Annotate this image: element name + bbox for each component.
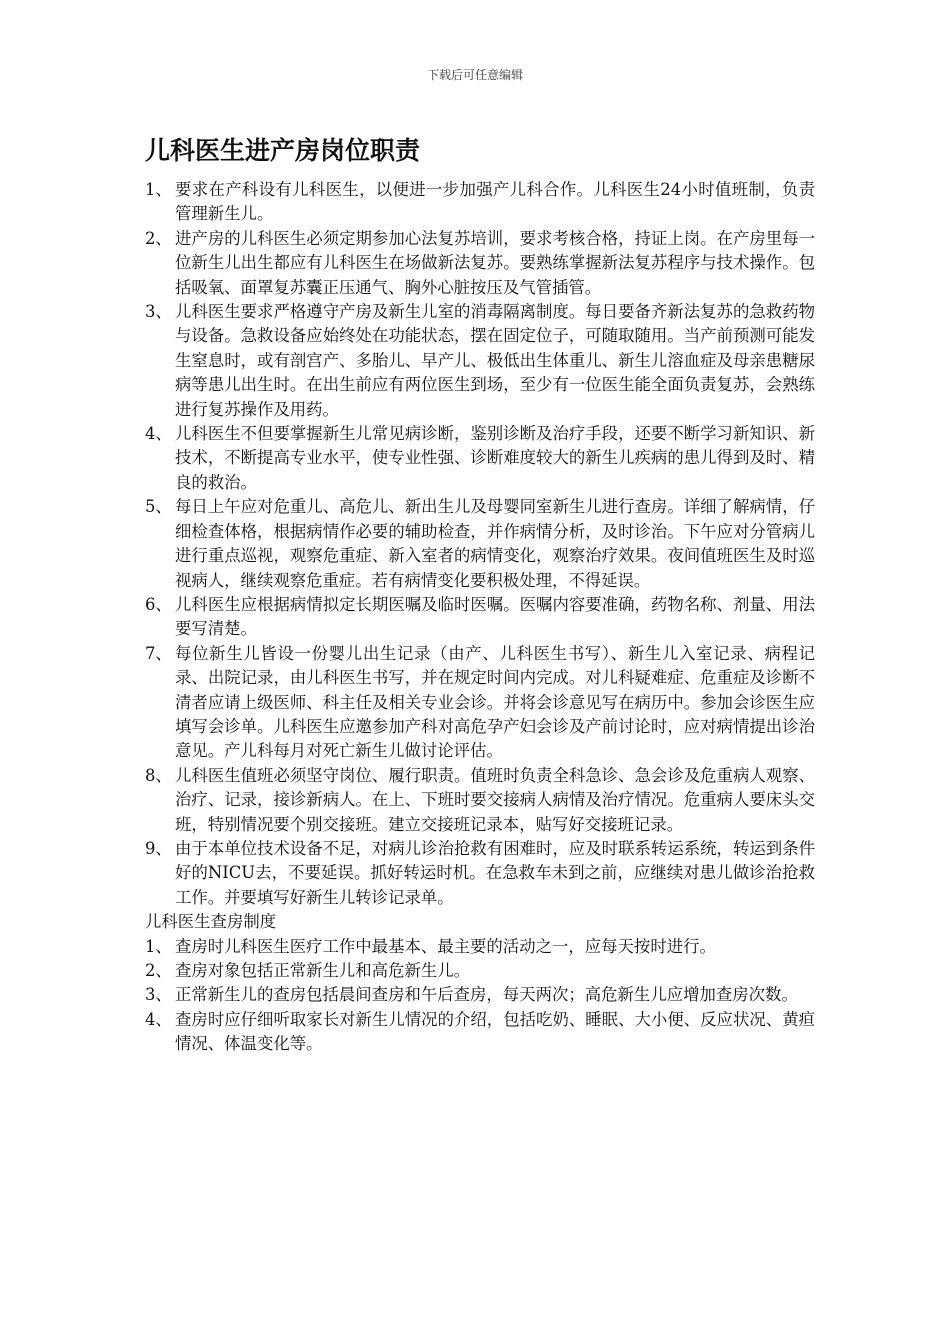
item-number: 1、 bbox=[145, 180, 172, 199]
document-title: 儿科医生进产房岗位职责 bbox=[145, 136, 421, 165]
item-number: 4、 bbox=[145, 1009, 172, 1029]
item-number: 2、 bbox=[145, 961, 172, 980]
item-number: 8、 bbox=[145, 765, 172, 785]
item-text: 查房时儿科医生医疗工作中最基本、最主要的活动之一，应每天按时进行。 bbox=[175, 936, 716, 956]
list-item bbox=[145, 935, 815, 959]
item-number: 1、 bbox=[145, 936, 172, 956]
list-item bbox=[145, 422, 815, 495]
rounds-list bbox=[145, 935, 815, 1057]
item-number: 5、 bbox=[145, 497, 172, 517]
list-item bbox=[145, 178, 815, 227]
document-body bbox=[145, 134, 815, 1057]
list-item bbox=[145, 983, 815, 1007]
item-text: 儿科医生不但要掌握新生儿常见病诊断，鉴别诊断及治疗手段，还要不断学习新知识、新技术，不断提高专业水平，使专业性强、诊断难度较大的新生儿疾病的患儿得到及时、精良的救治。 bbox=[175, 424, 815, 492]
item-text: 查房时应仔细听取家长对新生儿情况的介绍，包括吃奶、睡眠、大小便、反应状况、黄疸情况、体温变化等。 bbox=[175, 1009, 815, 1054]
item-text: 进产房的儿科医生必须定期参加心法复苏培训，要求考核合格，持证上岗。在产房里每一位新生儿出生都应有儿科医生在场做新法复苏。要熟练掌握新法复苏程序与技术操作。包括吸氧、面罩复苏囊正压通气、胸外心脏按压及气管插管。 bbox=[175, 228, 815, 297]
list-item bbox=[145, 593, 815, 642]
item-number: 3、 bbox=[145, 985, 172, 1005]
list-item bbox=[145, 495, 815, 593]
duty-list bbox=[145, 178, 815, 910]
item-number: 3、 bbox=[145, 302, 172, 322]
list-item bbox=[145, 959, 815, 983]
list-item bbox=[145, 642, 815, 764]
item-text: 要求在产科设有儿科医生，以便进一步加强产儿科合作。儿科医生24小时值班制，负责管理新生儿。 bbox=[175, 180, 815, 224]
item-text: 儿科医生应根据病情拟定长期医嘱及临时医嘱。医嘱内容要准确，药物名称、剂量、用法要写清楚。 bbox=[175, 594, 815, 639]
list-item bbox=[145, 764, 815, 837]
item-number: 4、 bbox=[145, 424, 172, 444]
list-item bbox=[145, 300, 815, 422]
item-text: 每日上午应对危重儿、高危儿、新出生儿及母婴同室新生儿进行查房。详细了解病情，仔细检查体格，根据病情作必要的辅助检查，并作病情分析，及时诊治。下午应对分管病儿进行重点巡视，观察危重症、新入室者的病情变化，观察治疗效果。夜间值班医生及时巡视病人，继续观察危重症。若有病情变化要积极处理，不得延误。 bbox=[175, 497, 815, 590]
list-item bbox=[145, 1008, 815, 1057]
item-text: 每位新生儿皆设一份婴儿出生记录（由产、儿科医生书写）、新生儿入室记录、病程记录、出院记录，由儿科医生书写，并在规定时间内完成。对儿科疑难症、危重症及诊断不清者应请上级医师、科主任及相关专业会诊。并将会诊意见写在病历中。参加会诊医生应填写会诊单。儿科医生应邀参加产科对高危孕产妇会诊及产前讨论时，应对病情提出诊治意见。产儿科每月对死亡新生儿做讨论评估。 bbox=[175, 643, 815, 761]
item-text: 儿科医生要求严格遵守产房及新生儿室的消毒隔离制度。每日要备齐新法复苏的急救药物与设备。急救设备应始终处在功能状态，摆在固定位子，可随取随用。当产前预测可能发生窒息时，或有剖宫产、多胎儿、早产儿、极低出生体重儿、新生儿溶血症及母亲患糖尿病等患儿出生时。在出生前应有两位医生到场，至少有一位医生能全面负责复苏，会熟练进行复苏操作及用药。 bbox=[175, 302, 815, 419]
section-heading: 儿科医生查房制度 bbox=[145, 912, 277, 932]
item-text: 儿科医生值班必须坚守岗位、履行职责。值班时负责全科急诊、急会诊及危重病人观察、治疗、记录，接诊新病人。在上、下班时要交接病人病情及治疗情况。危重病人要床头交班，特别情况要个别交接班。建立交接班记录本，贴写好交接班记录。 bbox=[175, 765, 815, 834]
item-number: 6、 bbox=[145, 594, 172, 614]
item-number: 7、 bbox=[145, 643, 172, 663]
item-text: 正常新生儿的查房包括晨间查房和午后查房，每天两次；高危新生儿应增加查房次数。 bbox=[175, 985, 798, 1005]
item-number: 2、 bbox=[145, 228, 172, 248]
list-item bbox=[145, 837, 815, 910]
list-item bbox=[145, 227, 815, 300]
page-header: 下载后可任意编辑 bbox=[426, 68, 523, 82]
item-text: 查房对象包括正常新生儿和高危新生儿。 bbox=[175, 961, 471, 980]
item-number: 9、 bbox=[145, 838, 172, 858]
item-text: 由于本单位技术设备不足，对病儿诊治抢救有困难时，应及时联系转运系统，转运到条件好的NICU去，不要延误。抓好转运时机。在急救车未到之前，应继续对患儿做诊治抢救工作。并要填写好新生儿转诊记录单。 bbox=[175, 838, 815, 907]
